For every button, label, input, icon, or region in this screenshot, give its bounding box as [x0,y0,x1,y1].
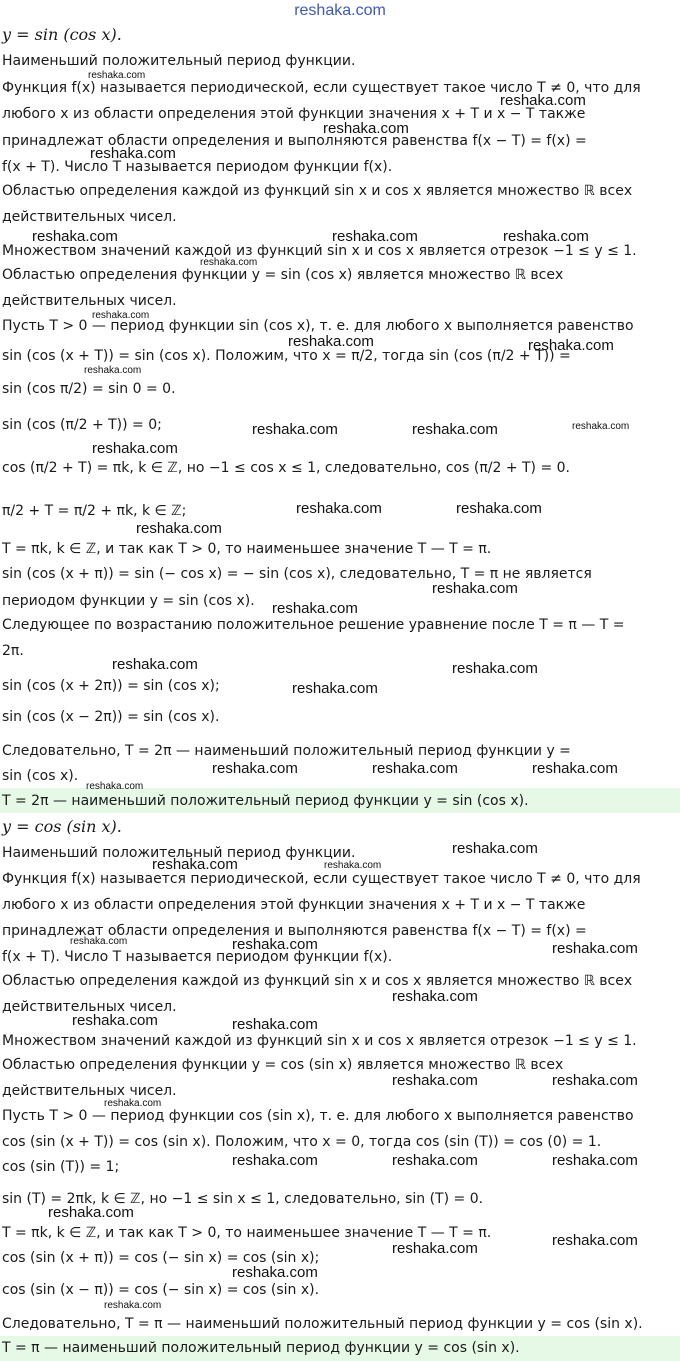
watermark: reshaka.com [528,337,614,354]
watermark: reshaka.com [252,421,338,438]
answer-1: T = 2π — наименьший положительный период функции y = sin (cos x). [2,793,529,809]
watermark: reshaka.com [500,92,586,109]
watermark: reshaka.com [200,257,258,268]
watermark: reshaka.com [86,781,144,792]
formula-line: cos (sin (T)) = 1; [2,1159,120,1175]
text-line: Областью определения функции y = cos (sin x) является множество ℝ всех [2,1057,564,1073]
watermark: reshaka.com [288,333,374,350]
watermark: reshaka.com [84,365,142,376]
watermark: reshaka.com [372,760,458,777]
watermark: reshaka.com [232,936,318,953]
watermark: reshaka.com [452,840,538,857]
text-line: f(x + T). Число T называется периодом функции f(x). [2,949,393,965]
watermark: reshaka.com [452,660,538,677]
formula-line: sin (cos (x − 2π)) = sin (cos x). [2,709,220,725]
formula-line: cos (π/2 + T) = πk, k ∈ ℤ, но −1 ≤ cos x ≤ 1, следовательно, cos (π/2 + T) = 0. [2,460,571,476]
text-line: Следующее по возрастанию положительное решение уравнение после T = π — T = [2,617,625,633]
text-line: действительных чисел. [2,209,177,225]
text-line: любого x из области определения этой функции значения x + T и x − T также [2,106,586,122]
watermark: reshaka.com [88,70,146,81]
formula-line: T = πk, k ∈ ℤ, и так как T > 0, то наименьшее значение T — T = π. [2,541,492,557]
watermark: reshaka.com [392,988,478,1005]
text-line: Областью определения функции y = sin (cos x) является множество ℝ всех [2,267,564,283]
text-line: Областью определения каждой из функций sin x и cos x является множество ℝ всех [2,973,633,989]
watermark: reshaka.com [72,1012,158,1029]
text-line: действительных чисел. [2,293,177,309]
formula-line: cos (sin (x − π)) = cos (− sin x) = cos (sin x). [2,1282,320,1298]
watermark: reshaka.com [272,600,358,617]
text-line: принадлежат области определения и выполняются равенства f(x − T) = f(x) = [2,923,587,939]
watermark: reshaka.com [90,145,176,162]
text-line: 2π. [2,643,24,659]
watermark: reshaka.com [92,440,178,457]
text-line: Пусть T > 0 — период функции sin (cos x), т. е. для любого x выполняется равенство [2,318,634,334]
watermark: reshaka.com [432,580,518,597]
problem-1-title: y = sin (cos x). [2,25,122,44]
formula-line: cos (sin (x + π)) = cos (− sin x) = cos (sin x); [2,1250,320,1266]
formula-line: sin (cos (x + 2π)) = sin (cos x); [2,678,220,694]
formula-line: π/2 + T = π/2 + πk, k ∈ ℤ; [2,503,187,519]
formula-line: sin (T) = 2πk, k ∈ ℤ, но −1 ≤ sin x ≤ 1, следовательно, sin (T) = 0. [2,1191,484,1207]
text-line: Областью определения каждой из функций sin x и cos x является множество ℝ всех [2,183,633,199]
watermark: reshaka.com [503,228,589,245]
text-line: любого x из области определения этой функции значения x + T и x − T также [2,897,586,913]
watermark: reshaka.com [232,1016,318,1033]
text-line: Множеством значений каждой из функций sin x и cos x является отрезок −1 ≤ y ≤ 1. [2,1033,637,1049]
text-line: f(x + T). Число T называется периодом функции f(x). [2,159,393,175]
watermark: reshaka.com [332,228,418,245]
watermark: reshaka.com [456,500,542,517]
formula-line: sin (cos π/2) = sin 0 = 0. [2,381,176,397]
watermark: reshaka.com [104,1300,162,1311]
watermark: reshaka.com [32,228,118,245]
watermark: reshaka.com [392,1152,478,1169]
text-line: Следовательно, T = 2π — наименьший положительный период функции y = [2,743,571,759]
text-line: действительных чисел. [2,999,177,1015]
text-line: sin (cos (x + π)) = sin (− cos x) = − sin (cos x), следовательно, T = π не является [2,566,592,582]
watermark: reshaka.com [552,1072,638,1089]
text-line: Наименьший положительный период функции. [2,53,356,69]
watermark: reshaka.com [392,1240,478,1257]
watermark: reshaka.com [532,760,618,777]
text-line: Наименьший положительный период функции. [2,845,356,861]
text-line: принадлежат области определения и выполняются равенства f(x − T) = f(x) = [2,133,587,149]
watermark: reshaka.com [104,1098,162,1109]
watermark: reshaka.com [112,656,198,673]
text-line: Функция f(x) называется периодической, если существует такое число T ≠ 0, что для [2,80,641,96]
watermark: reshaka.com [92,310,150,321]
text-line: Пусть T > 0 — период функции cos (sin x), т. е. для любого x выполняется равенство [2,1108,634,1124]
formula-line: T = πk, k ∈ ℤ, и так как T > 0, то наименьшее значение T — T = π. [2,1225,492,1241]
watermark: reshaka.com [572,421,630,432]
watermark: reshaka.com [392,1072,478,1089]
watermark: reshaka.com [136,520,222,537]
watermark: reshaka.com [152,856,238,873]
site-link[interactable]: reshaka.com [294,2,386,19]
text-line: Функция f(x) называется периодической, если существует такое число T ≠ 0, что для [2,871,641,887]
watermark: reshaka.com [212,760,298,777]
watermark: reshaka.com [48,1204,134,1221]
watermark: reshaka.com [292,680,378,697]
watermark: reshaka.com [324,860,382,871]
formula-line: cos (sin (x + T)) = cos (sin x). Положим, что x = 0, тогда cos (sin (T)) = cos (0) = 1. [2,1134,602,1150]
watermark: reshaka.com [552,1232,638,1249]
watermark: reshaka.com [552,1152,638,1169]
formula-line: sin (cos (x + T)) = sin (cos x). Положим, что x = π/2, тогда sin (cos (π/2 + T)) = [2,348,571,364]
watermark: reshaka.com [232,1152,318,1169]
text-line: Следовательно, T = π — наименьший положительный период функции y = cos (sin x). [2,1316,643,1332]
watermark: reshaka.com [412,421,498,438]
watermark: reshaka.com [552,940,638,957]
problem-2-title: y = cos (sin x). [2,817,122,836]
text-line: Множеством значений каждой из функций sin x и cos x является отрезок −1 ≤ y ≤ 1. [2,243,637,259]
answer-2: T = π — наименьший положительный период функции y = cos (sin x). [2,1340,520,1356]
watermark: reshaka.com [232,1264,318,1281]
text-line: действительных чисел. [2,1083,177,1099]
formula-line: sin (cos (π/2 + T)) = 0; [2,417,162,433]
text-line: периодом функции y = sin (cos x). [2,593,255,609]
watermark: reshaka.com [70,936,128,947]
watermark: reshaka.com [296,500,382,517]
text-line: sin (cos x). [2,768,79,784]
watermark: reshaka.com [323,120,409,137]
